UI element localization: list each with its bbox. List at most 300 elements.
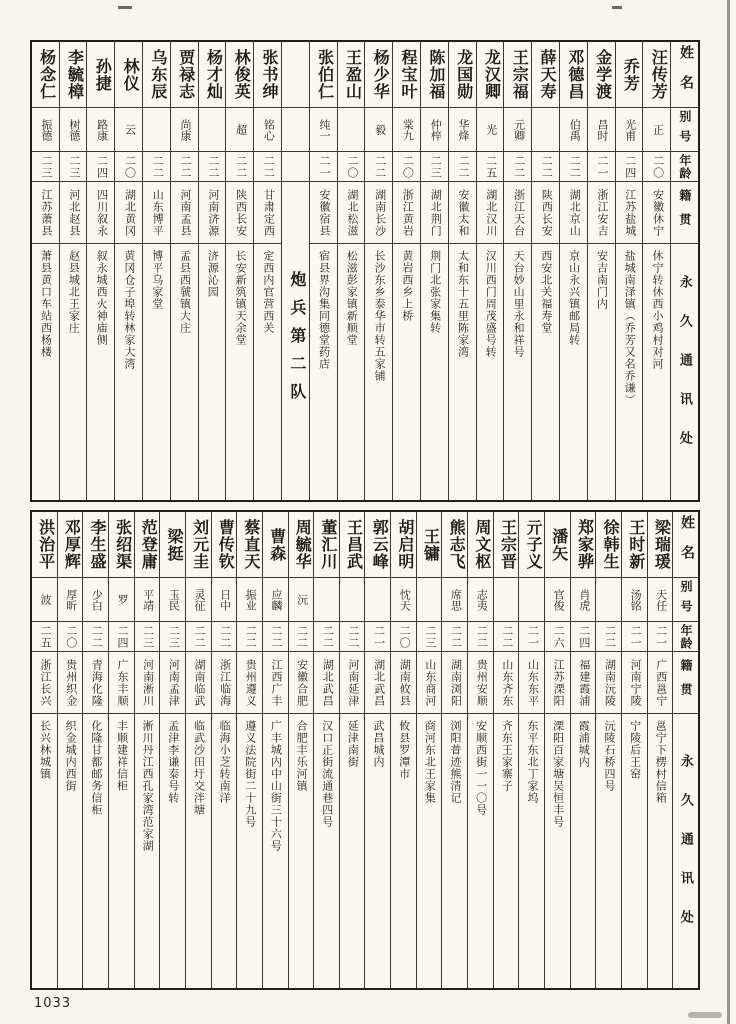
person-name-cell	[289, 512, 314, 578]
person-address-cell	[60, 244, 87, 500]
person-address: 西安北关福寿堂	[539, 250, 552, 334]
person-column	[531, 42, 559, 500]
person-age-cell	[171, 152, 198, 182]
person-name-cell	[571, 512, 596, 578]
person-column	[337, 42, 365, 500]
person-column	[313, 512, 339, 988]
person-name: 金学渡	[593, 49, 611, 100]
person-age: 二二	[192, 624, 205, 649]
person-native-place: 浙江临海	[218, 658, 231, 707]
person-alias-cell	[115, 108, 142, 152]
person-name: 杨少华	[371, 49, 389, 100]
person-age: 二一	[526, 624, 539, 649]
person-age-cell	[87, 152, 114, 182]
person-name: 张书绅	[260, 49, 278, 100]
person-age-cell	[32, 622, 57, 652]
person-alias-cell	[643, 108, 670, 152]
person-name-cell	[560, 42, 587, 108]
person-alias-cell	[504, 108, 531, 152]
person-address-cell	[226, 244, 253, 500]
person-age: 二二	[346, 624, 359, 649]
person-native-place: 河南延津	[346, 658, 359, 707]
person-age: 二三	[40, 154, 53, 179]
person-alias-cell	[442, 578, 467, 622]
scan-artifact-mark	[612, 6, 622, 9]
person-native-place-cell	[449, 182, 476, 244]
person-address-cell	[254, 244, 281, 500]
person-column	[448, 42, 476, 500]
person-age-cell	[421, 152, 448, 182]
column-header-address: 永久通讯处	[677, 274, 693, 470]
person-native-place: 福建霞浦	[577, 658, 590, 707]
column-header-age: 年龄	[677, 153, 692, 180]
person-age-cell	[643, 152, 670, 182]
person-name-cell	[532, 42, 559, 108]
person-address: 孟县西虢镇大庄	[178, 250, 191, 334]
person-native-place: 河北赵县	[67, 188, 80, 237]
person-native-place-cell	[622, 652, 647, 714]
person-address-cell	[391, 714, 416, 988]
person-age: 二一	[595, 154, 608, 179]
person-address-cell	[340, 714, 365, 988]
person-native-place: 甘肃定西	[262, 188, 275, 237]
column-header-alias: 别号	[677, 109, 692, 150]
person-alias-cell	[212, 578, 237, 622]
person-address-cell	[58, 714, 83, 988]
person-address: 叙永城西火神庙侧	[95, 250, 108, 346]
person-alias: 沅	[295, 594, 308, 605]
person-age-cell	[596, 622, 621, 652]
person-age: 二二	[475, 624, 488, 649]
person-address-cell	[365, 714, 390, 988]
person-age-cell	[109, 622, 134, 652]
person-address-cell	[588, 244, 615, 500]
person-alias-cell	[314, 578, 339, 622]
person-alias: 正	[651, 124, 664, 135]
person-name-cell	[83, 512, 108, 578]
person-alias: 铭心	[262, 118, 275, 141]
person-age-cell	[314, 622, 339, 652]
person-alias: 应麟	[269, 588, 282, 611]
person-name: 乔芳	[621, 57, 639, 92]
person-name-cell	[237, 512, 262, 578]
person-address-cell	[417, 714, 442, 988]
person-alias-cell	[494, 578, 519, 622]
person-alias-cell	[468, 578, 493, 622]
person-native-place-cell	[135, 652, 160, 714]
person-column	[134, 512, 160, 988]
person-address-cell	[310, 244, 337, 500]
person-native-place: 广东丰顺	[116, 658, 128, 707]
person-alias-cell	[417, 578, 442, 622]
column-header-name-cell	[673, 512, 698, 578]
person-native-place-cell	[226, 182, 253, 244]
person-age: 二〇	[401, 154, 414, 179]
person-age: 二二	[373, 154, 386, 179]
person-age: 二四	[95, 154, 108, 179]
column-header-alias: 别号	[678, 579, 693, 620]
person-column	[559, 42, 587, 500]
person-alias: 纯一	[318, 118, 331, 141]
person-column	[642, 42, 670, 500]
person-native-place: 河南孟县	[179, 188, 192, 237]
person-alias-cell	[421, 108, 448, 152]
person-name: 薛天寿	[538, 49, 556, 100]
person-native-place: 贵州安顺	[475, 658, 488, 707]
person-address-cell	[560, 244, 587, 500]
person-age: 二一	[654, 624, 667, 649]
person-alias: 志夷	[475, 588, 488, 611]
person-address: 汉川西门周茂盛号转	[484, 250, 497, 358]
person-age-cell	[648, 622, 673, 652]
person-alias-cell	[226, 108, 253, 152]
person-column	[570, 512, 596, 988]
person-name: 张伯仁	[315, 49, 333, 100]
person-address: 赵县城北王家庄	[67, 250, 80, 334]
person-address-cell	[87, 244, 114, 500]
person-alias: 棠九	[401, 118, 414, 141]
person-name-cell	[254, 42, 281, 108]
person-name: 梁挺	[164, 527, 182, 562]
page-number: 1033	[34, 996, 72, 1011]
person-alias-cell	[596, 578, 621, 622]
person-age: 二一	[372, 624, 385, 649]
person-column	[225, 42, 253, 500]
person-age-cell	[417, 622, 442, 652]
person-alias-cell	[519, 578, 544, 622]
person-column	[262, 512, 288, 988]
person-name: 杨才灿	[204, 49, 222, 100]
person-column	[86, 42, 114, 500]
person-address: 萧县黄口车站西杨楼	[39, 250, 52, 358]
person-address: 东平东北丁家坞	[525, 720, 538, 804]
person-age: 二〇	[123, 154, 136, 179]
header-column	[670, 42, 698, 500]
person-native-place-cell	[171, 182, 198, 244]
person-alias: 天任	[654, 588, 667, 611]
person-name: 张绍渠	[113, 519, 131, 570]
person-age: 二四	[623, 154, 636, 179]
person-native-place: 湖南沅陵	[603, 658, 616, 707]
person-address-cell	[237, 714, 262, 988]
person-name: 龙汉卿	[482, 49, 500, 100]
person-age-cell	[83, 622, 108, 652]
person-alias: 光甫	[623, 118, 636, 141]
person-age-cell	[365, 152, 392, 182]
person-alias-cell	[449, 108, 476, 152]
person-age-cell	[391, 622, 416, 652]
person-alias: 日中	[218, 588, 231, 611]
person-name-cell	[504, 42, 531, 108]
person-native-place-cell	[477, 182, 504, 244]
person-name: 徐韩生	[601, 519, 619, 570]
person-address-cell	[442, 714, 467, 988]
person-native-place-cell	[32, 182, 59, 244]
person-alias: 官俊	[552, 588, 565, 611]
person-name: 邓厚辉	[62, 519, 80, 570]
person-column	[476, 42, 504, 500]
person-address: 延津南街	[346, 720, 359, 768]
person-address-cell	[545, 714, 570, 988]
person-native-place-cell	[109, 652, 134, 714]
person-age-cell	[442, 622, 467, 652]
scan-artifact-mark	[118, 6, 132, 9]
person-alias: 光	[484, 124, 497, 135]
person-alias: 平靖	[141, 588, 154, 611]
person-address: 沅陵石桥四号	[602, 720, 615, 792]
person-address-cell	[314, 714, 339, 988]
column-header-native-place: 籍贯	[677, 188, 692, 237]
person-alias: 元卿	[512, 118, 525, 141]
person-address-cell	[571, 714, 596, 988]
person-address-cell	[289, 714, 314, 988]
person-address: 定西内官营西关	[261, 250, 274, 334]
person-age: 二二	[603, 624, 616, 649]
person-age-cell	[160, 622, 185, 652]
person-name-cell	[588, 42, 615, 108]
person-name-cell	[477, 42, 504, 108]
person-age: 二二	[449, 624, 462, 649]
person-native-place-cell	[289, 652, 314, 714]
section-title-cell	[282, 182, 309, 500]
person-native-place: 湖北黄冈	[123, 188, 136, 237]
person-alias-cell	[254, 108, 281, 152]
person-column	[390, 512, 416, 988]
person-name: 汪传芳	[649, 49, 667, 100]
person-address-cell	[186, 714, 211, 988]
person-alias-cell	[340, 578, 365, 622]
person-address-cell	[519, 714, 544, 988]
person-native-place-cell	[58, 652, 83, 714]
person-alias-cell	[186, 578, 211, 622]
person-address-cell	[160, 714, 185, 988]
person-alias: 振德	[40, 118, 53, 141]
person-name: 胡启明	[395, 519, 413, 570]
person-age: 二三	[167, 624, 180, 649]
person-native-place-cell	[545, 652, 570, 714]
person-age: 二三	[141, 624, 154, 649]
person-address: 溧阳百家塘吴恒丰号	[551, 720, 564, 828]
person-alias: 罗	[116, 594, 128, 605]
person-age: 二二	[269, 624, 282, 649]
person-address: 合肥丰乐河镇	[295, 720, 308, 792]
person-age-cell	[310, 152, 337, 182]
person-age-cell	[237, 622, 262, 652]
person-native-place: 山东齐东	[500, 658, 513, 707]
person-native-place: 山东东平	[526, 658, 539, 707]
person-name-cell	[391, 512, 416, 578]
person-alias-cell	[648, 578, 673, 622]
person-age: 二五	[484, 154, 497, 179]
person-native-place: 贵州遵义	[244, 658, 257, 707]
person-age-cell	[494, 622, 519, 652]
person-address: 孟津李谦泰号转	[166, 720, 179, 804]
person-address-cell	[648, 714, 673, 988]
person-name-cell	[143, 42, 170, 108]
person-age: 二一	[629, 624, 642, 649]
person-native-place-cell	[393, 182, 420, 244]
column-header-address-cell	[673, 714, 698, 988]
person-alias: 华烽	[457, 118, 469, 141]
person-address: 遵义法院街二十九号	[243, 720, 256, 828]
person-native-place: 江苏盐城	[623, 188, 636, 237]
column-header-native-place-cell	[671, 182, 698, 244]
header-column	[672, 512, 698, 988]
person-age-cell	[532, 152, 559, 182]
person-column	[595, 512, 621, 988]
person-native-place: 湖南攸县	[398, 658, 411, 707]
person-column	[288, 512, 314, 988]
person-age: 二二	[234, 154, 247, 179]
person-native-place: 江西广丰	[269, 658, 282, 707]
person-column	[615, 42, 643, 500]
person-alias-cell	[289, 578, 314, 622]
person-age: 二一	[318, 154, 331, 179]
person-age: 二二	[90, 624, 103, 649]
person-name: 周文枢	[472, 519, 490, 570]
person-address-cell	[338, 244, 365, 500]
person-name-cell	[171, 42, 198, 108]
person-address: 淅川丹江西孔家湾范家湖	[141, 720, 154, 852]
person-column	[142, 42, 170, 500]
person-alias-cell	[263, 578, 288, 622]
person-name: 潘矢	[549, 527, 567, 562]
person-column	[108, 512, 134, 988]
person-native-place: 湖北京山	[568, 188, 581, 237]
person-native-place-cell	[237, 652, 262, 714]
person-name: 王时新	[626, 519, 644, 570]
column-header-address: 永久通讯处	[678, 753, 694, 949]
person-column	[621, 512, 647, 988]
person-address: 化隆甘都邮务信柜	[89, 720, 102, 816]
person-alias: 昌时	[595, 118, 608, 141]
person-alias: 忱天	[398, 588, 411, 611]
person-column	[32, 42, 59, 500]
roster-table-top	[30, 40, 700, 502]
person-name-cell	[417, 512, 442, 578]
person-address: 博平乌家堂	[150, 250, 163, 310]
person-column	[420, 42, 448, 500]
column-header-alias-cell	[671, 108, 698, 152]
person-name: 王宗晋	[498, 519, 516, 570]
person-age-cell	[186, 622, 211, 652]
person-alias: 伯禹	[568, 118, 581, 141]
person-native-place-cell	[199, 182, 226, 244]
person-name: 李毓樟	[65, 49, 83, 100]
person-age-cell	[504, 152, 531, 182]
person-column	[59, 42, 87, 500]
person-name: 曹森	[267, 527, 285, 562]
person-alias-cell	[143, 108, 170, 152]
person-age: 二二	[262, 154, 275, 179]
person-age: 二二	[321, 624, 334, 649]
person-column	[185, 512, 211, 988]
person-native-place: 浙江长兴	[39, 658, 52, 707]
person-native-place: 青海化隆	[90, 658, 103, 707]
person-alias: 席思	[449, 588, 462, 611]
person-native-place: 河南孟津	[167, 658, 180, 707]
person-address: 宿县界沟集同德堂药店	[317, 250, 330, 370]
roster-table-bottom	[30, 510, 700, 990]
person-column	[503, 42, 531, 500]
person-native-place: 湖北武昌	[321, 658, 334, 707]
section-divider-column	[281, 42, 309, 500]
person-address: 临武沙田圩交泮塘	[192, 720, 205, 816]
person-column	[467, 512, 493, 988]
person-native-place-cell	[588, 182, 615, 244]
person-native-place: 湖南浏阳	[449, 658, 462, 707]
person-name-cell	[310, 42, 337, 108]
person-address: 安顺西街一一〇号	[474, 720, 487, 816]
person-alias-cell	[365, 108, 392, 152]
person-name: 周毓华	[293, 519, 311, 570]
person-native-place-cell	[254, 182, 281, 244]
person-alias-cell	[616, 108, 643, 152]
person-column	[416, 512, 442, 988]
person-age: 二二	[500, 624, 513, 649]
person-column	[236, 512, 262, 988]
person-native-place-cell	[212, 652, 237, 714]
section-title: 炮兵第二队	[287, 271, 305, 411]
person-age: 二六	[552, 624, 565, 649]
person-column	[57, 512, 83, 988]
person-native-place: 湖北武昌	[372, 658, 385, 707]
person-age-cell	[468, 622, 493, 652]
person-name-cell	[393, 42, 420, 108]
person-native-place: 河南济源	[206, 188, 219, 237]
person-alias: 汤铭	[629, 588, 642, 611]
column-header-alias-cell	[673, 578, 698, 622]
person-age: 二二	[540, 154, 553, 179]
person-address-cell	[115, 244, 142, 500]
person-name: 董汇川	[318, 519, 336, 570]
person-native-place: 贵州织金	[64, 658, 77, 707]
person-native-place-cell	[468, 652, 493, 714]
person-age: 二四	[116, 624, 128, 649]
person-native-place-cell	[338, 182, 365, 244]
person-column	[198, 42, 226, 500]
person-native-place: 安徽合肥	[295, 658, 308, 707]
person-address: 浏阳普迹熊清记	[449, 720, 462, 804]
person-column	[114, 42, 142, 500]
person-name: 王镛	[421, 527, 439, 562]
person-address: 攸县罗潭市	[397, 720, 410, 780]
person-native-place-cell	[560, 182, 587, 244]
column-header-name: 姓名	[679, 514, 695, 575]
person-alias-cell	[32, 108, 59, 152]
person-alias-cell	[532, 108, 559, 152]
person-column	[170, 42, 198, 500]
person-column	[647, 512, 673, 988]
person-address-cell	[468, 714, 493, 988]
person-native-place: 浙江天台	[512, 188, 525, 237]
person-age-cell	[60, 152, 87, 182]
person-address-cell	[263, 714, 288, 988]
person-name-cell	[494, 512, 519, 578]
person-name: 邓德昌	[565, 49, 583, 100]
person-native-place: 湖北松滋	[345, 188, 358, 237]
person-native-place: 湖南长沙	[373, 188, 386, 237]
person-age-cell	[560, 152, 587, 182]
person-address-cell	[393, 244, 420, 500]
person-alias: 毅	[373, 124, 386, 135]
person-age: 二三	[67, 154, 80, 179]
person-alias: 尚康	[179, 118, 192, 141]
person-name: 王盈山	[343, 49, 361, 100]
person-alias-cell	[171, 108, 198, 152]
person-age-cell	[519, 622, 544, 652]
person-address: 丰顺建祥信柜	[115, 720, 128, 792]
